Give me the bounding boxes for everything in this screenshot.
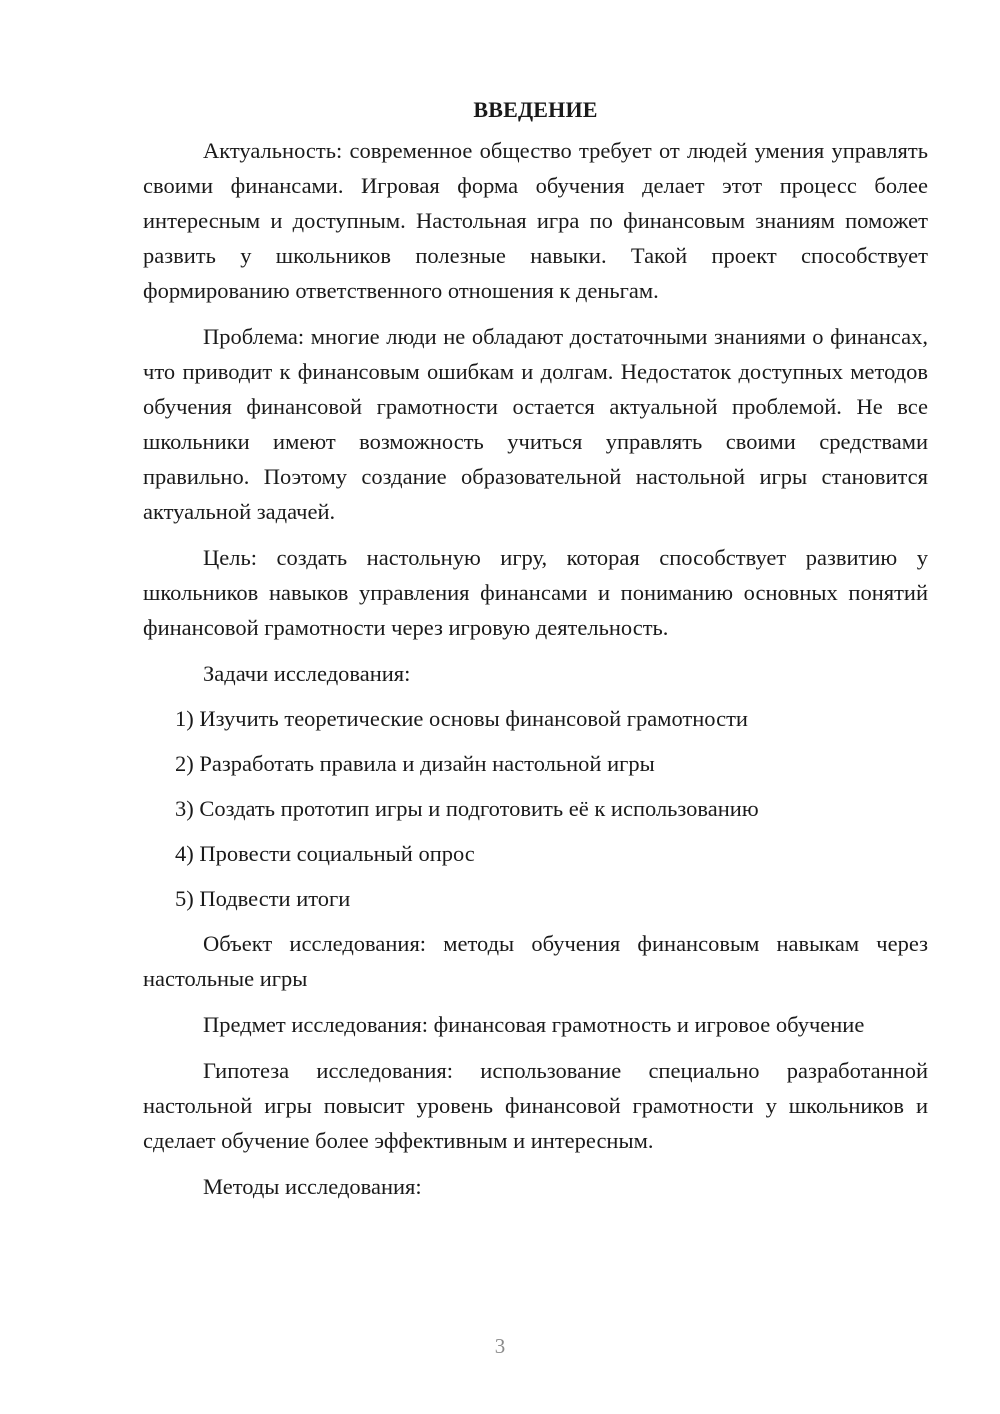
task-item-1: 1) Изучить теоретические основы финансовой грамотности: [175, 706, 748, 731]
task-item-2: 2) Разработать правила и дизайн настольной игры: [175, 751, 655, 776]
task-item-3: 3) Создать прототип игры и подготовить её к использованию: [175, 796, 759, 821]
tasks-title: Задачи исследования:: [203, 661, 411, 686]
section-heading: ВВЕДЕНИЕ: [473, 97, 598, 122]
object-paragraph: Объект исследования: методы обучения финансовым навыкам через настольные игры: [143, 931, 928, 991]
relevance-paragraph: Актуальность: современное общество требует от людей умения управлять своими финансами. Игровая форма обучения делает этот процесс более интересным и доступным. Настольная игра по финансовым знаниям поможет развить у школьников полезные навыки. Такой проект способствует формированию ответственного отношения к деньгам.: [143, 138, 928, 303]
hypothesis-paragraph: Гипотеза исследования: использование специально разработанной настольной игры повысит уровень финансовой грамотности у школьников и сделает обучение более эффективным и интересным.: [143, 1058, 928, 1153]
subject-paragraph: Предмет исследования: финансовая грамотность и игровое обучение: [203, 1012, 865, 1037]
methods-title: Методы исследования:: [203, 1174, 422, 1199]
tasks-list: [143, 701, 928, 916]
page-content: [143, 95, 928, 1214]
page-number: 3: [494, 1334, 506, 1358]
goal-paragraph: Цель: создать настольную игру, которая способствует развитию у школьников навыков управления финансами и пониманию основных понятий финансовой грамотности через игровую деятельность.: [143, 545, 928, 640]
task-item-5: 5) Подвести итоги: [175, 886, 351, 911]
problem-paragraph: Проблема: многие люди не обладают достаточными знаниями о финансах, что приводит к финансовым ошибкам и долгам. Недостаток доступных методов обучения финансовой грамотности остается актуальной проблемой. Не все школьники имеют возможность учиться управлять своими средствами правильно. Поэтому создание образовательной настольной игры становится актуальной задачей.: [143, 324, 928, 524]
task-item-4: 4) Провести социальный опрос: [175, 841, 475, 866]
